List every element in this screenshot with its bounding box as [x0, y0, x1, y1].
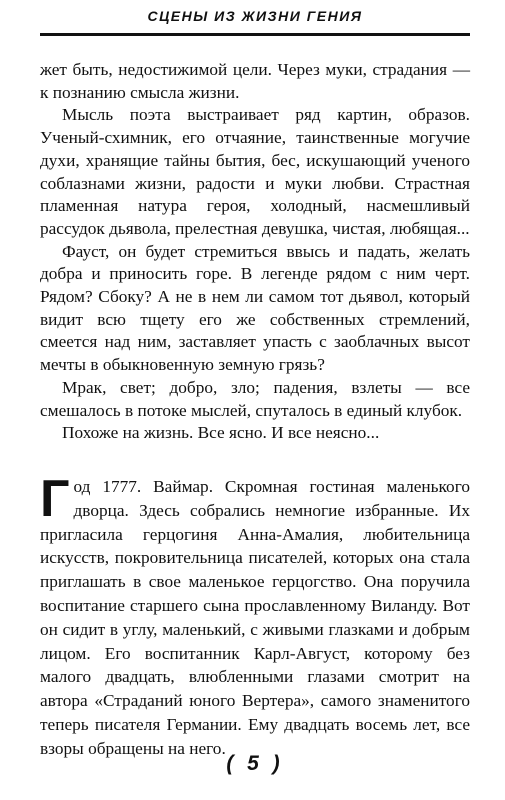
section-paragraph [40, 470, 470, 761]
section-weimar [40, 470, 470, 761]
paragraph: Похоже на жизнь. Все ясно. И все неясно... [62, 423, 380, 443]
page-number: ( 5 ) [226, 752, 284, 775]
body-text [40, 59, 470, 445]
paragraph: жет быть, недостижимой цели. Через муки, страдания — к познанию смысла жизни. [40, 60, 470, 102]
running-title: СЦЕНЫ ИЗ ЖИЗНИ ГЕНИЯ [147, 8, 363, 24]
paragraph: Фауст, он будет стремиться ввысь и падать, желать добра и приносить горе. В легенде рядом с ним черт. Рядом? Сбоку? А не в нем ли самом тот дьявол, который видит всю тщету его же собственных стремлений, смеется над ним, заставляет упасть с заоблачных высот мечты в обыкновенную земную грязь? [40, 241, 470, 375]
paragraph: Мысль поэта выстраивает ряд картин, образов. Ученый-схимник, его отчаяние, таинственные могучие духи, хранящие тайны бытия, бес, искушающий ученого соблазнами жизни, радости и муки любви. Страстная пламенная натура героя, холодный, насмешливый рассудок дьявола, прелестная девушка, чистая, любящая... [40, 105, 470, 238]
paragraph: Мрак, свет; добро, зло; падения, взлеты — все смешалось в потоке мыслей, спуталось в единый клубок. [40, 377, 470, 420]
section-text: од 1777. Ваймар. Скромная гостиная маленького дворца. Здесь собрались немногие избранные. Их пригласила герцогиня Анна-Амалия, любительница искусств, покровительница писателей, которых она стала приглашать в свое маленькое герцогство. Она поручила воспитание старшего сына прославленному Виланду. Вот он сидит в углу, маленький, с живыми глазками и добрым лицом. Его воспитанник Карл-Август, которому без малого двадцать, влюбленными глазами смотрит на автора «Страданий юного Вертера», самого знаменитого теперь писателя Германии. Ему двадцать восемь лет, все взоры обращены на него. [40, 477, 470, 758]
header-rule [40, 33, 470, 36]
drop-cap: Г [40, 470, 70, 528]
